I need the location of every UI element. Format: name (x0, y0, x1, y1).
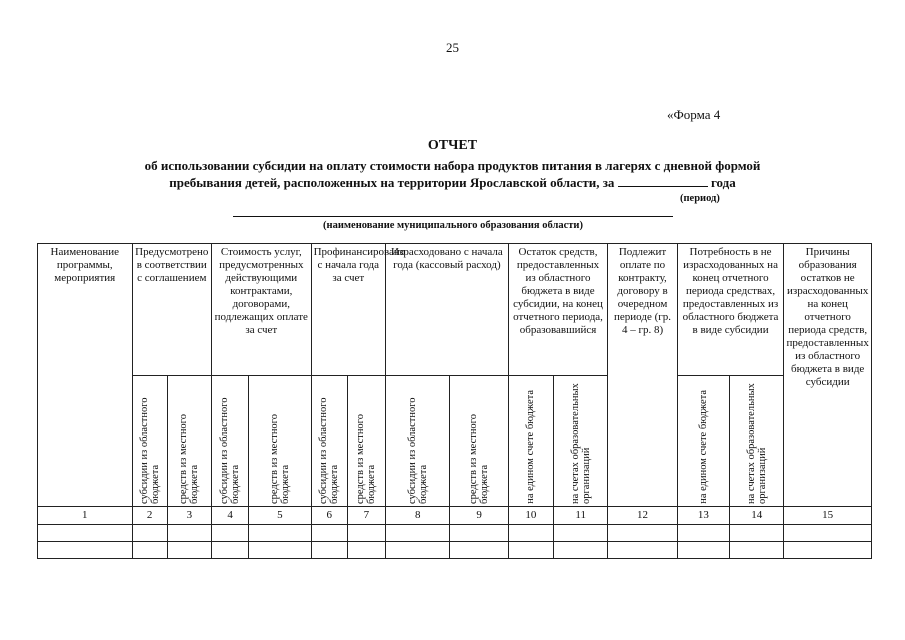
subheader-label: на счетах образовательных организаций (745, 383, 768, 504)
subheader-cell (311, 376, 347, 507)
table-row (38, 525, 872, 542)
subheader-label: на счетах образовательных организаций (569, 383, 592, 504)
subheader-cell (508, 376, 553, 507)
subheader-label: субсидии из областного бюджета (318, 397, 341, 504)
header-need-remainder: Потребность в не израсходованных на конец отчетного периода средствах, предоставленных из областного бюджета в виде субсидии (677, 244, 784, 376)
report-table (37, 243, 872, 559)
subtitle-line-2-end: года (710, 175, 736, 190)
subheader-cell (730, 376, 784, 507)
subheader-label: средств из местного бюджета (178, 414, 201, 504)
column-number: 13 (677, 507, 729, 525)
subheader-cell (386, 376, 450, 507)
column-number: 5 (249, 507, 311, 525)
column-number: 6 (311, 507, 347, 525)
subheader-label: на едином счете бюджета (697, 390, 709, 504)
column-number: 7 (347, 507, 385, 525)
header-financed: Профинансировано с начала года за счет (311, 244, 385, 376)
subheader-cell (677, 376, 729, 507)
header-to-pay-next-period: Подлежит оплате по контракту, договору в очередном периоде (гр. 4 – гр. 8) (608, 244, 677, 507)
subheader-cell (212, 376, 249, 507)
subheader-cell (554, 376, 608, 507)
column-number: 11 (554, 507, 608, 525)
header-reasons: Причины образования остатков не израсходованных на конец отчетного периода средств, предоставленных из областного бюджета в виде субсидии (784, 244, 872, 507)
subheader-label: субсидии из областного бюджета (406, 397, 429, 504)
header-remainder: Остаток средств, предоставленных из областного бюджета в виде субсидии, на конец отчетного периода, образовавшийся (508, 244, 608, 376)
column-number: 9 (450, 507, 508, 525)
subheader-label: средств из местного бюджета (268, 414, 291, 504)
municipality-caption: (наименование муниципального образования области) (323, 220, 583, 231)
page-number: 25 (446, 40, 459, 55)
subheader-label: субсидии из областного бюджета (219, 397, 242, 504)
report-subtitle (60, 157, 845, 191)
subheader-cell (249, 376, 311, 507)
column-number: 10 (508, 507, 553, 525)
subheader-label: средств из местного бюджета (355, 414, 378, 504)
column-number: 15 (784, 507, 872, 525)
subheader-label: субсидии из областного бюджета (138, 397, 161, 504)
subtitle-line-1: об использовании субсидии на оплату стоимости набора продуктов питания в лагерях с дневной формой (144, 158, 761, 173)
subtitle-line-2: пребывания детей, расположенных на территории Ярославской области, за (169, 175, 615, 190)
period-caption: (период) (680, 193, 720, 204)
column-number: 12 (608, 507, 677, 525)
subheader-cell (347, 376, 385, 507)
column-number: 2 (132, 507, 167, 525)
column-number: 4 (212, 507, 249, 525)
form-label: «Форма 4 (667, 107, 721, 122)
column-number-row (38, 507, 872, 525)
report-title: ОТЧЕТ (427, 138, 478, 153)
header-spent: Израсходовано с начала года (кассовый расход) (386, 244, 509, 376)
header-program-name: Наименование программы, мероприятия (38, 244, 133, 507)
subheader-label: на едином счете бюджета (525, 390, 537, 504)
header-agreement: Предусмотрено в соответствии с соглашением (132, 244, 211, 376)
subheader-cell (132, 376, 167, 507)
table-row (38, 542, 872, 559)
municipality-blank-line (233, 216, 673, 217)
period-blank (618, 174, 708, 187)
column-number: 8 (386, 507, 450, 525)
subheader-label: средств из местного бюджета (468, 414, 491, 504)
column-number: 14 (730, 507, 784, 525)
subheader-cell (450, 376, 508, 507)
subheader-cell (167, 376, 211, 507)
header-contracts-cost: Стоимость услуг, предусмотренных действующими контрактами, договорами, подлежащих оплате за счет (212, 244, 312, 376)
column-number: 1 (38, 507, 133, 525)
column-number: 3 (167, 507, 211, 525)
